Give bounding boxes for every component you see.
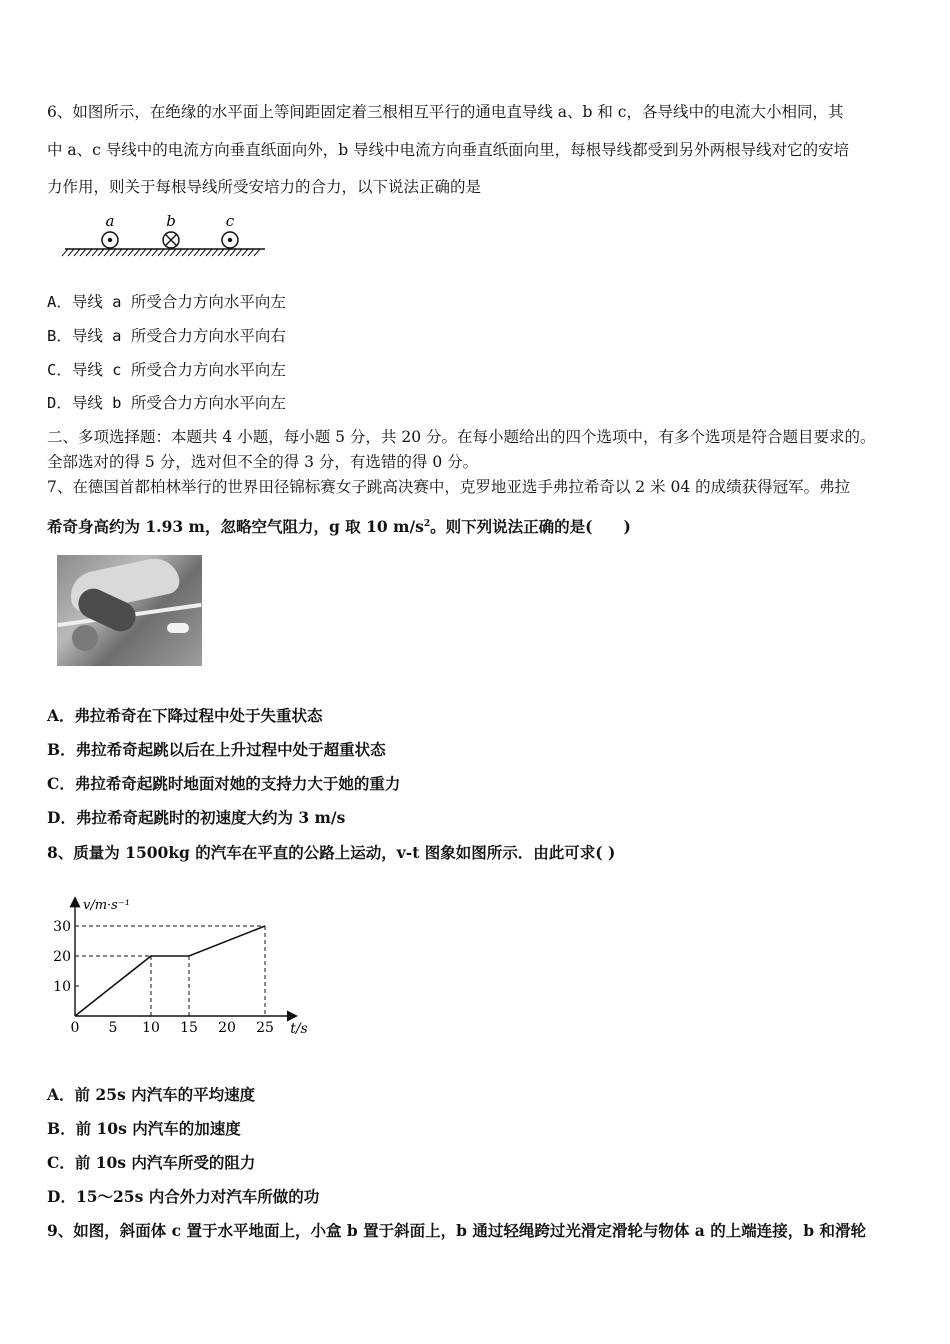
x-tick-label-10: 10 [142, 1020, 160, 1036]
q7-text-line-2-pre: 希奇身高约为 1.93 m，忽略空气阻力，g 取 10 m/s [47, 517, 424, 537]
q7-option-c[interactable]: C．弗拉希奇起跳时地面对她的支持力大于她的重力 [47, 774, 401, 793]
ground-hatching [62, 249, 260, 256]
q7-option-d[interactable]: D．弗拉希奇起跳时的初速度大约为 3 m/s [47, 808, 346, 827]
wire-diagram [60, 210, 270, 260]
q6-text-line-2: 中 a、c 导线中的电流方向垂直纸面向外，b 导线中电流方向垂直纸面向里，每根导线都受到另外两根导线对它的安培 [47, 141, 850, 159]
section2-line-2: 全部选对的得 5 分，选对但不全的得 3 分，有选错的得 0 分。 [47, 453, 479, 471]
q8-option-a[interactable]: A．前 25s 内汽车的平均速度 [47, 1085, 256, 1104]
q7-text-line-2 [47, 514, 631, 537]
wire-c-out-icon [222, 232, 238, 248]
q8-option-b[interactable]: B．前 10s 内汽车的加速度 [47, 1119, 241, 1138]
wire-a-label: a [105, 212, 115, 230]
wire-a-out-icon [102, 232, 118, 248]
vt-chart [45, 880, 315, 1040]
q8-option-c[interactable]: C．前 10s 内汽车所受的阻力 [47, 1153, 256, 1172]
q6-option-d[interactable]: D．导线 b 所受合力方向水平向左 [47, 394, 286, 412]
q6-text-line-3: 力作用，则关于每根导线所受安培力的合力，以下说法正确的是 [47, 178, 482, 196]
q7-text-line-2-post: 。则下列说法正确的是( ) [430, 517, 631, 537]
y-tick-label-10: 10 [53, 979, 71, 995]
wire-b-label: b [166, 212, 176, 230]
x-axis-label: t/s [290, 1021, 308, 1037]
wire-b-in-icon [163, 232, 179, 248]
q9-text-line-1: 9、如图，斜面体 c 置于水平地面上，小盒 b 置于斜面上，b 通过轻绳跨过光滑定滑轮与物体 a 的上端连接，b 和滑轮 [47, 1221, 866, 1240]
y-tick-label-30: 30 [53, 919, 71, 935]
wire-c-label: c [225, 212, 235, 230]
q6-text-line-1: 6、如图所示，在绝缘的水平面上等间距固定着三根相互平行的通电直导线 a、b 和 c，各导线中的电流大小相同，其 [47, 103, 844, 121]
y-tick-label-20: 20 [53, 949, 71, 965]
x-tick-label-5: 5 [108, 1020, 118, 1036]
x-tick-label-20: 20 [218, 1020, 236, 1036]
x-tick-label-0: 0 [70, 1020, 80, 1036]
q8-option-d[interactable]: D．15～25s 内合外力对汽车所做的功 [47, 1187, 320, 1206]
q7-option-a[interactable]: A．弗拉希奇在下降过程中处于失重状态 [47, 706, 323, 725]
section2-line-1: 二、多项选择题：本题共 4 小题，每小题 5 分，共 20 分。在每小题给出的四个选项中，有多个选项是符合题目要求的。 [47, 428, 876, 446]
q7-option-b[interactable]: B．弗拉希奇起跳以后在上升过程中处于超重状态 [47, 740, 386, 759]
x-tick-label-25: 25 [256, 1020, 274, 1036]
x-tick-label-15: 15 [180, 1020, 198, 1036]
y-axis-label: v/m·s⁻¹ [83, 898, 130, 913]
q8-text-line-1: 8、质量为 1500kg 的汽车在平直的公路上运动，v-t 图象如图所示．由此可求( ) [47, 843, 616, 862]
vt-series-line [75, 926, 265, 1016]
q6-option-c[interactable]: C．导线 c 所受合力方向水平向左 [47, 361, 286, 379]
q7-superscript: 2 [423, 519, 431, 529]
q6-option-b[interactable]: B．导线 a 所受合力方向水平向右 [47, 327, 286, 345]
q6-option-a[interactable]: A．导线 a 所受合力方向水平向左 [47, 293, 286, 311]
high-jump-photo [57, 555, 202, 666]
q7-text-line-1: 7、在德国首都柏林举行的世界田径锦标赛女子跳高决赛中，克罗地亚选手弗拉希奇以 2 米 04 的成绩获得冠军。弗拉 [47, 478, 851, 496]
